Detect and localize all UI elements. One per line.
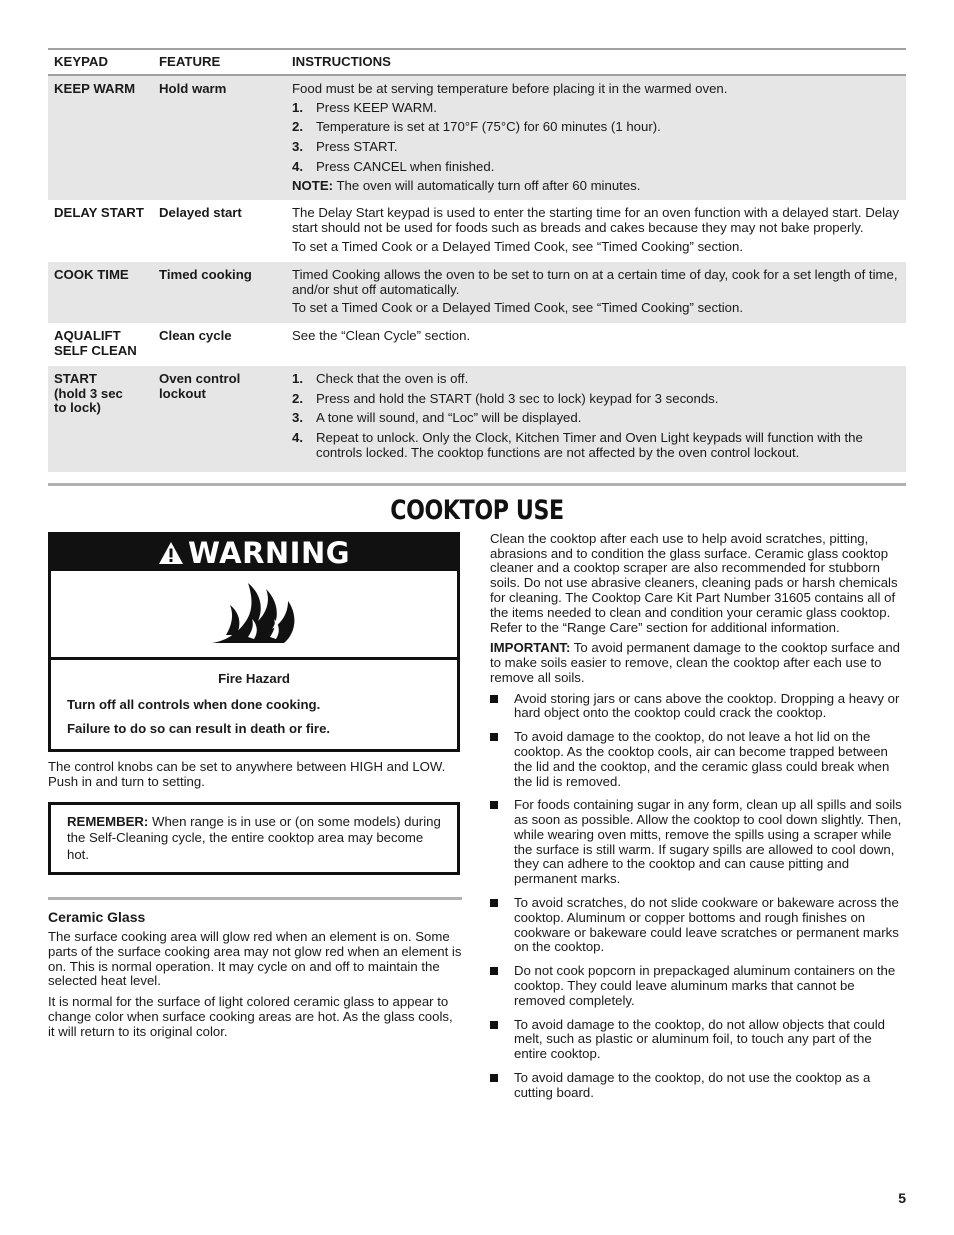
list-item-text: To avoid damage to the cooktop, do not use the cooktop as a cutting board. <box>514 1069 871 1100</box>
feature-line: Oven control <box>159 370 241 386</box>
subsection-heading: Ceramic Glass <box>48 909 146 926</box>
step-item <box>292 160 900 175</box>
table-row <box>48 262 906 323</box>
keypad-line: to lock) <box>54 400 101 416</box>
instruction-text: To set a Timed Cook or a Delayed Timed Cook, see “Timed Cooking” section. <box>292 300 744 316</box>
body-paragraph: It is normal for the surface of light colored ceramic glass to appear to change color when surface cooking areas are hot. As the glass cools, it will return to its original color. <box>48 994 453 1039</box>
keypad-line: SELF CLEAN <box>54 342 137 358</box>
step-number: 3. <box>292 139 303 155</box>
warning-header <box>51 535 457 571</box>
keypad-cell <box>48 366 153 472</box>
keypad-cell: COOK TIME <box>48 262 153 323</box>
step-text: Press START. <box>316 139 398 155</box>
step-text: Press KEEP WARM. <box>316 99 437 115</box>
instruction-text: Timed Cooking allows the oven to be set to turn on at a certain time of day, cook for a set length of time, and/or shut off automatically. <box>292 266 898 297</box>
header-instructions: INSTRUCTIONS <box>286 49 906 75</box>
warning-line: Failure to do so can result in death or fire. <box>67 721 331 737</box>
left-column <box>48 532 462 1046</box>
feature-cell: Timed cooking <box>153 262 286 323</box>
header-feature: FEATURE <box>153 49 286 75</box>
warning-label: WARNING <box>187 535 351 570</box>
warning-line: Turn off all controls when done cooking. <box>67 696 321 712</box>
keypad-table <box>48 48 906 472</box>
list-item <box>490 896 906 955</box>
step-item <box>292 431 900 461</box>
step-item <box>292 392 900 407</box>
warning-box <box>48 532 460 752</box>
keypad-cell: KEEP WARM <box>48 75 153 201</box>
keypad-line: (hold 3 sec <box>54 385 123 401</box>
bullet-square-icon <box>490 733 498 741</box>
instructions-cell <box>286 262 906 323</box>
step-list <box>292 372 900 461</box>
remember-box <box>48 802 460 876</box>
step-item <box>292 140 900 155</box>
feature-line: lockout <box>159 385 206 401</box>
list-item-text: To avoid scratches, do not slide cookware or bakeware across the cooktop. Aluminum or copper bottoms and rough finishes on cookware or bakeware could leave scratches or permanent marks on the cooktop. <box>514 895 899 955</box>
keypad-cell: DELAY START <box>54 205 144 221</box>
step-item <box>292 101 900 116</box>
remember-label: REMEMBER: <box>67 813 149 829</box>
instructions-cell <box>286 366 906 472</box>
instructions-cell <box>286 323 906 366</box>
content-columns <box>48 532 906 1152</box>
step-number: 1. <box>292 99 303 115</box>
list-item <box>490 798 906 887</box>
bullet-square-icon <box>490 801 498 809</box>
table-header-row <box>48 49 906 75</box>
keypad-cell <box>48 323 153 366</box>
step-text: Repeat to unlock. Only the Clock, Kitchen Timer and Oven Light keypads will function with the controls locked. The cooktop functions are not affected by the oven control lockout. <box>316 430 863 460</box>
care-bullet-list <box>490 692 906 1101</box>
list-item-text: Avoid storing jars or cans above the cooktop. Dropping a heavy or hard object onto the cooktop could crack the cooktop. <box>514 690 900 721</box>
list-item-text: To avoid damage to the cooktop, do not leave a hot lid on the cooktop. As the cooktop cools, air can become trapped between the lid and the cooktop, and the ceramic glass could break when the lid is removed. <box>514 729 890 789</box>
feature-cell <box>153 366 286 472</box>
bullet-square-icon <box>490 1074 498 1082</box>
page-number: 5 <box>898 1190 906 1206</box>
header-keypad: KEYPAD <box>48 49 153 75</box>
instructions-cell <box>286 200 906 261</box>
step-text: Check that the oven is off. <box>316 370 469 386</box>
step-list <box>292 101 900 175</box>
step-item <box>292 411 900 426</box>
right-column <box>490 532 906 1110</box>
list-item-text: To avoid damage to the cooktop, do not allow objects that could melt, such as plastic or aluminum foil, to touch any part of the entire cooktop. <box>514 1016 885 1062</box>
feature-cell: Hold warm <box>153 75 286 201</box>
body-paragraph: The surface cooking area will glow red when an element is on. Some parts of the surface cooking area may not glow red when an element is on. This is normal operation. It may cycle on and off to maintain the selected heat level. <box>48 928 462 989</box>
important-label: IMPORTANT: <box>490 640 571 656</box>
list-item <box>490 1018 906 1062</box>
instructions-cell <box>286 75 906 201</box>
step-number: 3. <box>292 410 303 426</box>
step-item <box>292 120 900 135</box>
instruction-text: See the “Clean Cycle” section. <box>292 328 471 344</box>
body-paragraph: Clean the cooktop after each use to help avoid scratches, pitting, abrasions and to condition the glass surface. Ceramic glass cooktop cleaner and a cooktop scraper are also recommended for stubborn soils. Do not use abrasive cleaners, cleaning pads or harsh chemicals for cleaning. The Cooktop Care Kit Part Number 31605 contains all of the items needed to clean and condition your ceramic glass cooktop. Refer to the “Range Care” section for additional information. <box>490 530 898 635</box>
remember-text: When range is in use or (on some models) during the Self-Cleaning cycle, the entire cooktop area may become hot. <box>67 813 441 862</box>
list-item <box>490 1071 906 1101</box>
step-text: Press and hold the START (hold 3 sec to lock) keypad for 3 seconds. <box>316 390 719 406</box>
list-item <box>490 964 906 1008</box>
table-row <box>48 366 906 472</box>
feature-cell: Delayed start <box>159 205 242 221</box>
table-row <box>48 323 906 366</box>
step-number: 4. <box>292 158 303 174</box>
feature-cell: Clean cycle <box>159 328 232 344</box>
instruction-text: Food must be at serving temperature before placing it in the warmed oven. <box>292 80 728 96</box>
warning-body <box>51 660 457 749</box>
important-paragraph <box>490 641 906 685</box>
bullet-square-icon <box>490 967 498 975</box>
note-label: NOTE: <box>292 177 334 193</box>
instruction-text: To set a Timed Cook or a Delayed Timed Cook, see “Timed Cooking” section. <box>292 239 744 255</box>
step-number: 2. <box>292 390 303 406</box>
list-item-text: Do not cook popcorn in prepackaged aluminum containers on the cooktop. They could leave aluminum marks that cannot be removed completely. <box>514 963 896 1008</box>
keypad-line: START <box>54 370 97 386</box>
table-row <box>48 200 906 261</box>
step-number: 4. <box>292 430 303 446</box>
keypad-line: AQUALIFT <box>54 328 121 344</box>
instruction-text: The Delay Start keypad is used to enter the starting time for an oven function with a delayed start. Delay start should not be used for foods such as breads and cakes because they may not bake properly. <box>292 205 899 236</box>
note-text: The oven will automatically turn off after 60 minutes. <box>333 177 641 193</box>
step-number: 2. <box>292 119 303 135</box>
table-row <box>48 75 906 201</box>
list-item-text: For foods containing sugar in any form, clean up all spills and soils as soon as possible. Allow the cooktop to cool down slightly. Then, while wearing oven mitts, remove the spills using a scraper while the surface is still warm. If sugary spills are allowed to cool down, they can adhere to the cooktop and can cause pitting and permanent marks. <box>514 797 902 887</box>
section-divider <box>48 483 906 486</box>
bullet-square-icon <box>490 1021 498 1029</box>
step-text: Press CANCEL when finished. <box>316 158 495 174</box>
note <box>292 179 900 194</box>
list-item <box>490 730 906 789</box>
section-title: COOKTOP USE <box>390 494 564 526</box>
step-item <box>292 372 900 387</box>
page <box>48 48 906 1152</box>
bullet-square-icon <box>490 695 498 703</box>
warning-triangle-icon <box>158 541 184 565</box>
important-text: To avoid permanent damage to the cooktop surface and to make soils easier to remove, clean the cooktop after each use to remove all soils. <box>490 640 901 685</box>
bullet-square-icon <box>490 899 498 907</box>
knobs-text: The control knobs can be set to anywhere between HIGH and LOW. Push in and turn to setting. <box>48 759 446 789</box>
subsection-divider <box>48 897 462 900</box>
step-text: A tone will sound, and “Loc” will be displayed. <box>316 410 582 426</box>
warning-art <box>51 571 457 660</box>
hazard-title: Fire Hazard <box>218 670 290 686</box>
step-text: Temperature is set at 170°F (75°C) for 60 minutes (1 hour). <box>316 119 661 135</box>
list-item <box>490 692 906 722</box>
step-number: 1. <box>292 370 303 386</box>
fire-icon <box>208 581 300 647</box>
